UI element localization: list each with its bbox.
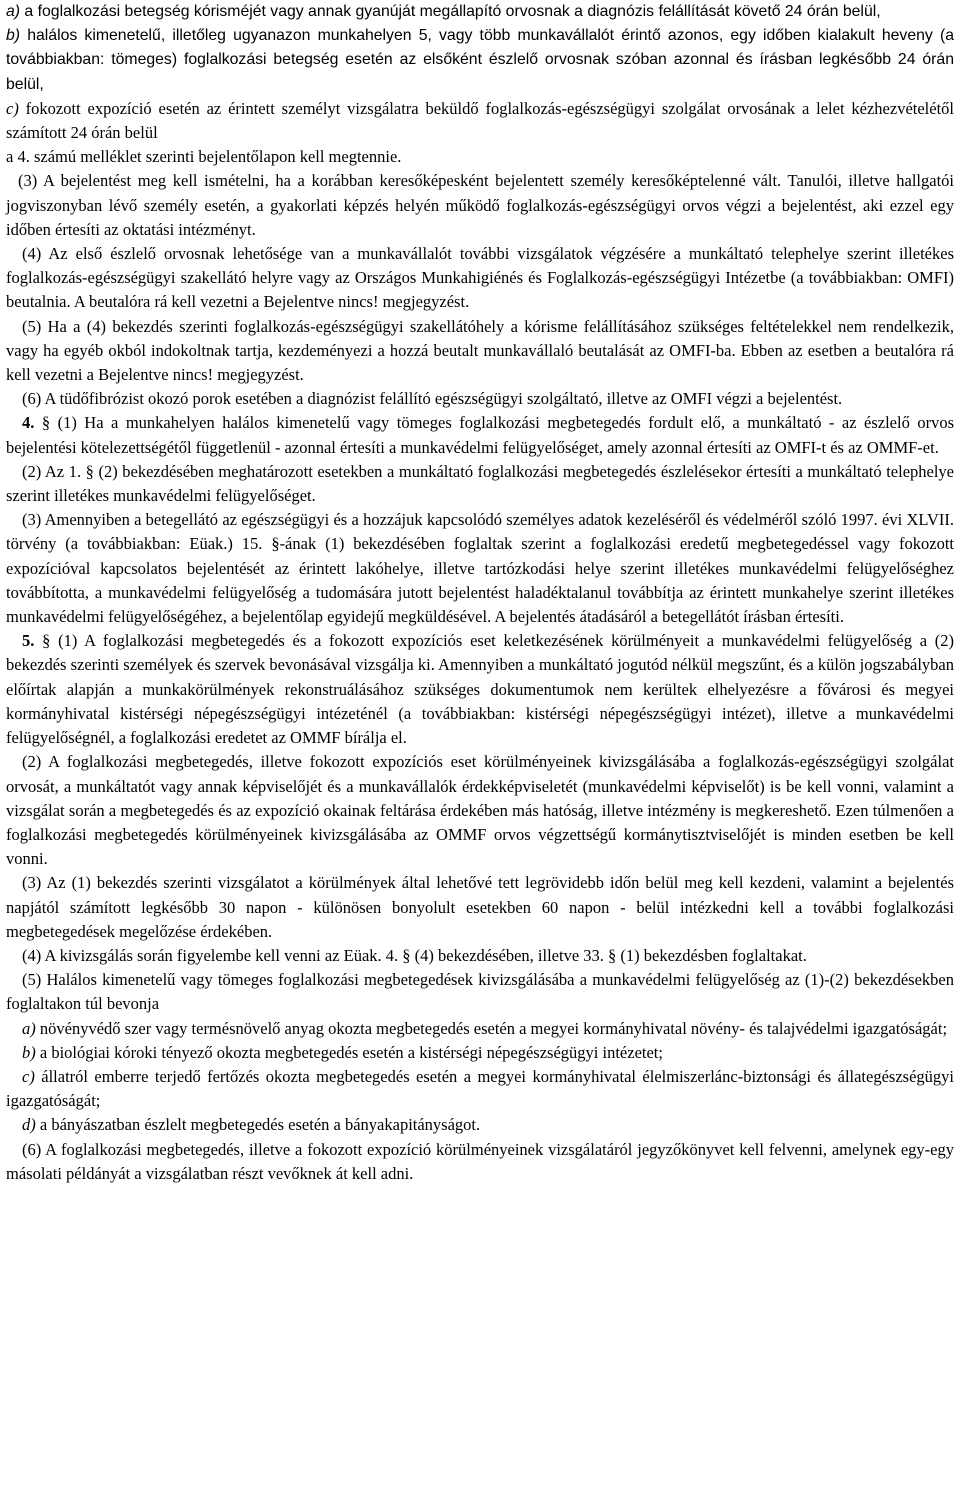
- list-item-5c: [6, 1065, 954, 1113]
- section-5-paragraph-4: (4) A kivizsgálás során figyelembe kell venni az Eüak. 4. § (4) bekezdésében, illetve 33. § (1) bekezdésben foglaltakat.: [22, 945, 807, 965]
- section-4-paragraph-1: [6, 411, 954, 459]
- section-5-paragraph-5: (5) Halálos kimenetelű vagy tömeges foglalkozási megbetegedések kivizsgálásába a munkavédelmi felügyelőség az (1)-(2) bekezdésekben foglaltakon túl bevonja: [6, 970, 954, 1014]
- section-5-paragraph-2: (2) A foglalkozási megbetegedés, illetve fokozott expozíciós eset körülményeinek kivizsgálásába a foglalkozás-egészségügyi szolgálat orvosát, a munkáltatót vagy annak képviselőjét és a munkavállalók érdekképviseletét (munkavédelmi képviselőt) is be kell vonni, valamint a vizsgálat során a megbetegedés és az expozíció okainak feltárása érdekében más hatóság, illetve intézmény is megkereshető. Ezen túlmenően a foglalkozási megbetegedés körülményeinek kivizsgálásába az OMMF orvos végzettségű kormánytisztviselőjét is minden esetben be kell vonni.: [6, 752, 954, 869]
- section-5-paragraph-6: (6) A foglalkozási megbetegedés, illetve a fokozott expozíció körülményeinek vizsgálatáról jegyzőkönyvet kell felvenni, amelynek egy-egy másolati példányát a vizsgálatban részt vevőknek át kell adni.: [6, 1139, 954, 1183]
- list-item-5d: [6, 1113, 954, 1137]
- section-5-paragraph-3: (3) Az (1) bekezdés szerinti vizsgálatot a körülmények által lehetővé tett legrövidebb időn belül meg kell kezdeni, valamint a bejelentés napjától számított legkésőbb 30 napon - különösen bonyolult esetekben 60 napon - belül intézkedni kell a további foglalkozási megbetegedések megelőzése érdekében.: [6, 873, 954, 941]
- list-text: állatról emberre terjedő fertőzés okozta megbetegedés esetén a megyei kormányhivatal élelmiszerlánc-biztonsági és állategészségügyi igazgatóságát;: [6, 1066, 954, 1111]
- list-label: a): [6, 3, 21, 20]
- section-number: 4.: [22, 413, 35, 433]
- list-label: c): [22, 1066, 35, 1086]
- paragraph-3: (3) A bejelentést meg kell ismételni, ha a korábban keresőképesként bejelentett személy keresőképtelenné vált. Tanulói, illetve hallgatói jogviszonyban lévő személy esetén, a gyakorlati képzés helyén működő foglalkozás-egészségügyi orvos végzi a bejelentést, aki ezzel egy időben értesíti az oktatási intézményt.: [6, 171, 954, 239]
- section-text: § (1) A foglalkozási megbetegedés és a fokozott expozíciós eset keletkezésének körülményeit a munkavédelmi felügyelőség a (2) bekezdés szerinti személyek és szervek bevonásával vizsgálja ki. Amennyiben a munkáltató jogutód nélkül megszűnt, és a külön jogszabályban előírtak alapján a munkakörülmények rekonstruálásához szükséges dokumentumok nem kerültek elhelyezésre a fővárosi és megyei kormányhivatal kistérségi népegészségügyi intézeténél (a továbbiakban: kistérségi népegészségügyi intézet), illetve a munkavédelmi felügyelőségnél, a foglalkozási eredetet az OMMF bírálja el.: [6, 631, 955, 748]
- list-label: b): [6, 27, 21, 45]
- list-text: növényvédő szer vagy termésnövelő anyag okozta megbetegedés esetén a megyei kormányhivatal növény- és talajvédelmi igazgatóságát;: [35, 1018, 948, 1038]
- section-text: § (1) Ha a munkahelyen halálos kimenetelű vagy tömeges foglalkozási megbetegedés fordult elő, a munkáltató - az észlelő orvos bejelentési kötelezettségétől függetlenül - azonnal értesíti a munkavédelmi felügyelőséget, amely azonnal értesíti az OMFI-t és az OMMF-et.: [6, 413, 954, 457]
- list-text: a biológiai kóroki tényező okozta megbetegedés esetén a kistérségi népegészségügyi intézetet;: [35, 1042, 663, 1062]
- paragraph-melleklet: a 4. számú melléklet szerinti bejelentőlapon kell megtennie.: [6, 147, 402, 167]
- list-label: d): [22, 1115, 36, 1135]
- list-text: a foglalkozási betegség kórisméjét vagy annak gyanúját megállapító orvosnak a diagnózis felállítását követő 24 órán belül,: [20, 3, 881, 20]
- section-5-paragraph-1: [6, 629, 954, 750]
- paragraph-4: (4) Az első észlelő orvosnak lehetősége van a munkavállalót további vizsgálatok végzésére a munkáltató telephelye szerint illetékes foglalkozás-egészségügyi szakellátó helyre vagy az Országos Munkahigiénés és Foglalkozás-egészségügyi Intézetbe (a továbbiakban: OMFI) beutalnia. A beutalóra rá kell vezetni a Bejelentve nincs! megjegyzést.: [6, 244, 954, 312]
- list-text: a bányászatban észlelt megbetegedés esetén a bányakapitányságot.: [35, 1115, 481, 1135]
- paragraph-5: (5) Ha a (4) bekezdés szerinti foglalkozás-egészségügyi szakellátóhely a kórisme felállításához szükséges feltételekkel nem rendelkezik, vagy ha egyéb okból indokoltnak tartja, kezdeményezi a hozzá beutalt munkavállaló beutalását az OMFI-ba. Ebben az esetben a beutalóra rá kell vezetni a Bejelentve nincs! megjegyzést.: [6, 316, 954, 385]
- list-label: a): [22, 1018, 36, 1038]
- section-number: 5.: [22, 631, 35, 651]
- list-item-c: [6, 97, 954, 145]
- list-item-b: [6, 24, 954, 97]
- list-item-5b: [6, 1041, 954, 1065]
- list-item-5a: [6, 1017, 954, 1041]
- list-text: fokozott expozíció esetén az érintett személyt vizsgálatra beküldő foglalkozás-egészségügyi szolgálat orvosának a lelet kézhezvételétől számított 24 órán belül: [6, 98, 954, 143]
- list-label: b): [22, 1042, 36, 1062]
- section-4-paragraph-3: (3) Amennyiben a betegellátó az egészségügyi és a hozzájuk kapcsolódó személyes adatok kezeléséről és védelméről szóló 1997. évi XLVII. törvény (a továbbiakban: Eüak.) 15. §-ának (1) bekezdésében foglaltak szerint a foglalkozási eredetű megbetegedéssel vagy fokozott expozícióval kapcsolatos bejelentését az érintett lakóhelye, illetve tartózkodási helye szerint illetékes munkavédelmi felügyelőséghez továbbította, a munkavédelmi felügyelőség a tudomására jutott bejelentést haladéktalanul továbbítja az érintett munkahelye szerint illetékes munkavédelmi felügyelőségéhez, a bejelentőlap egyidejű megküldésével. A bejelentés átadásáról a betegellátót írásban értesíti.: [6, 510, 954, 627]
- list-text: halálos kimenetelű, illetőleg ugyanazon munkahelyen 5, vagy több munkavállalót érintő azonos, egy időben kialakult heveny (a továbbiakban: tömeges) foglalkozási betegség esetén az elsőként észlelő orvosnak szóban azonnal és írásban legkésőbb 24 órán belül,: [6, 27, 954, 93]
- section-4-paragraph-2: (2) Az 1. § (2) bekezdésében meghatározott esetekben a munkáltató foglalkozási megbetegedés észlelésekor értesíti a munkáltató telephelye szerint illetékes munkavédelmi felügyelőséget.: [6, 461, 954, 506]
- list-label: c): [6, 98, 19, 118]
- list-item-a: [6, 0, 954, 24]
- paragraph-6: (6) A tüdőfibrózist okozó porok esetében a diagnózist felállító egészségügyi szolgáltató, illetve az OMFI végzi a bejelentést.: [22, 389, 843, 409]
